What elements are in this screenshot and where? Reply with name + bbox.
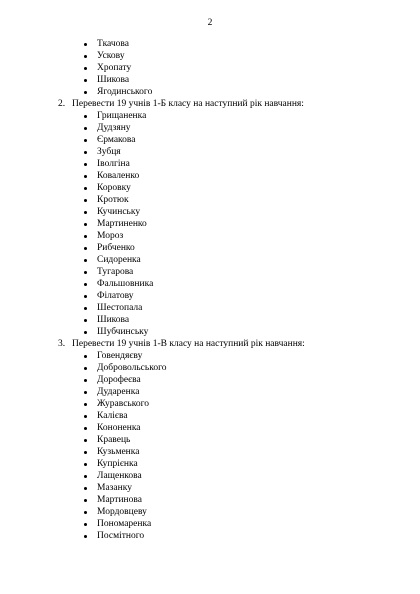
list-item: Кононенка: [0, 422, 420, 434]
section-1v: [0, 338, 420, 542]
list-item: Говендяєву: [0, 350, 420, 362]
list-item: Філатову: [0, 290, 420, 302]
section-heading-text: Перевести 19 учнів 1-В класу на наступний рік навчання:: [72, 339, 305, 349]
document-body: [0, 38, 420, 542]
list-item: Мордовцеву: [0, 506, 420, 518]
section-1b: [0, 98, 420, 338]
list-item: Кротюк: [0, 194, 420, 206]
list-item: Шубчинську: [0, 326, 420, 338]
list-item: Ускову: [0, 50, 420, 62]
list-item: Пономаренка: [0, 518, 420, 530]
list-item: Тугарова: [0, 266, 420, 278]
section-heading: [0, 338, 420, 350]
list-item: Шикова: [0, 314, 420, 326]
list-item: Кучинську: [0, 206, 420, 218]
list-item: Лащенкова: [0, 470, 420, 482]
list-item: Дудзяну: [0, 122, 420, 134]
list-item: Мартиненко: [0, 218, 420, 230]
section-number: 3.: [58, 339, 66, 349]
list-item: Коровку: [0, 182, 420, 194]
list-item: Ягодинського: [0, 86, 420, 98]
list-item: Коваленко: [0, 170, 420, 182]
list-item: Купрієнка: [0, 458, 420, 470]
list-item: Калієва: [0, 410, 420, 422]
list-item: Ткачова: [0, 38, 420, 50]
student-list-1v: [0, 350, 420, 542]
list-item: Сидоренка: [0, 254, 420, 266]
section-1a-continued: [0, 38, 420, 98]
student-list-1a: [0, 38, 420, 98]
list-item: Посмітного: [0, 530, 420, 542]
list-item: Кравець: [0, 434, 420, 446]
list-item: Добровольського: [0, 362, 420, 374]
list-item: Дорофеєва: [0, 374, 420, 386]
list-item: Шикова: [0, 74, 420, 86]
list-item: Журавського: [0, 398, 420, 410]
list-item: Кузьменка: [0, 446, 420, 458]
student-list-1b: [0, 110, 420, 338]
list-item: Грищаненка: [0, 110, 420, 122]
section-number: 2.: [58, 99, 66, 109]
list-item: Мартинова: [0, 494, 420, 506]
list-item: Єрмакова: [0, 134, 420, 146]
section-heading: [0, 98, 420, 110]
list-item: Рибченко: [0, 242, 420, 254]
list-item: Фальшовника: [0, 278, 420, 290]
list-item: Дударенка: [0, 386, 420, 398]
list-item: Шестопала: [0, 302, 420, 314]
page-number: 2: [207, 18, 213, 28]
list-item: Мороз: [0, 230, 420, 242]
list-item: Хропату: [0, 62, 420, 74]
list-item: Іволгіна: [0, 158, 420, 170]
list-item: Зубця: [0, 146, 420, 158]
list-item: Мазанку: [0, 482, 420, 494]
section-heading-text: Перевести 19 учнів 1-Б класу на наступний рік навчання:: [72, 99, 304, 109]
